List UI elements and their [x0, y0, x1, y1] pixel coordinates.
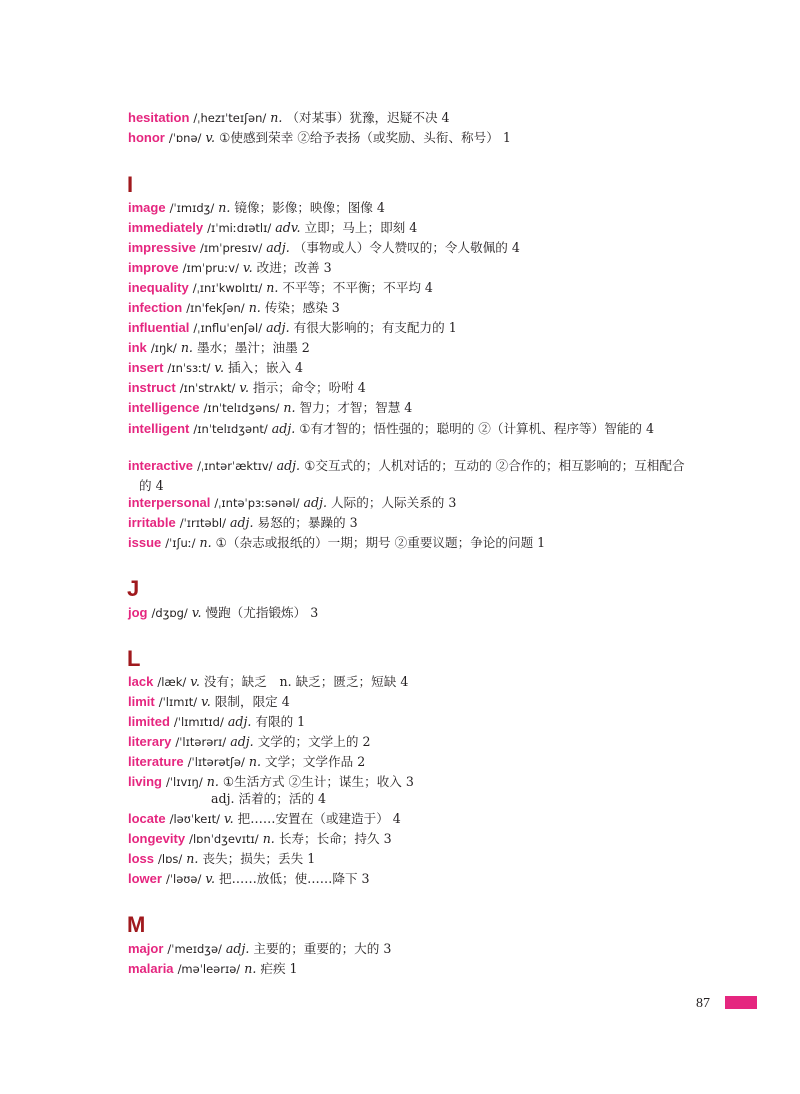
part-of-speech: n. — [266, 280, 279, 295]
definition: 有很大影响的；有支配力的 1 — [293, 320, 457, 335]
phonetic: /ˌɪntərˈæktɪv/ — [197, 459, 273, 473]
entry-instruct — [128, 378, 680, 398]
phonetic: /ˌhezɪˈteɪʃən/ — [193, 111, 267, 125]
headword: inequality — [128, 280, 189, 295]
entry-hesitation — [128, 108, 680, 128]
definition: 改进；改善 3 — [256, 260, 332, 275]
part-of-speech: n. — [180, 340, 193, 355]
headword: influential — [128, 320, 190, 335]
definition: ①使感到荣幸 ②给予表扬（或奖励、头衔、称号） 1 — [219, 130, 511, 145]
entry-major — [128, 939, 680, 959]
part-of-speech: n. — [244, 961, 257, 976]
phonetic: /ˈlɪmɪt/ — [158, 695, 198, 709]
phonetic: /ɪnˈsɜːt/ — [167, 361, 211, 375]
letter-heading-j: J — [127, 576, 140, 601]
headword: limited — [128, 714, 170, 729]
headword: intelligence — [128, 400, 200, 415]
part-of-speech: adj. — [227, 714, 252, 729]
entry-irritable — [128, 513, 680, 533]
letter-heading-m: M — [127, 912, 146, 937]
part-of-speech: n. — [186, 851, 199, 866]
headword: ink — [128, 340, 147, 355]
part-of-speech: adv. — [275, 220, 301, 235]
headword: locate — [128, 811, 166, 826]
definition: 镜像；影像；映像；图像 4 — [234, 200, 385, 215]
definition: ①生活方式 ②生计；谋生；收入 3 — [222, 774, 414, 789]
headword: hesitation — [128, 110, 190, 125]
phonetic: /məˈleərɪə/ — [177, 962, 241, 976]
headword: longevity — [128, 831, 186, 846]
headword: interpersonal — [128, 495, 211, 510]
part-of-speech: n. — [218, 200, 231, 215]
phonetic: /ˈɪrɪtəbl/ — [179, 516, 226, 530]
entry-image — [128, 198, 680, 218]
phonetic: /lɒnˈdʒevɪtɪ/ — [189, 832, 259, 846]
definition: 把……安置在（或建造于） 4 — [237, 811, 401, 826]
entry-literary — [128, 732, 680, 752]
entry-literature — [128, 752, 680, 772]
headword: intelligent — [128, 421, 190, 436]
headword: literary — [128, 734, 172, 749]
entry-insert — [128, 358, 680, 378]
definition: 智力；才智；智慧 4 — [299, 400, 413, 415]
phonetic: /lɒs/ — [158, 852, 183, 866]
phonetic: /ɪnˈtelɪdʒənt/ — [193, 422, 268, 436]
definition: 立即；马上；即刻 4 — [304, 220, 418, 235]
definition: 把……放低；使……降下 3 — [219, 871, 370, 886]
entry-malaria — [128, 959, 680, 979]
entry-interactive — [128, 456, 691, 496]
phonetic: /ɪnˈtelɪdʒəns/ — [203, 401, 280, 415]
letter-heading-i: I — [127, 172, 134, 197]
headword: irritable — [128, 515, 176, 530]
headword: jog — [128, 605, 148, 620]
definition: 文学；文学作品 2 — [265, 754, 366, 769]
part-of-speech: adj. — [225, 941, 250, 956]
phonetic: /ˌɪnɪˈkwɒlɪtɪ/ — [192, 281, 263, 295]
part-of-speech: v. — [224, 811, 234, 826]
headword: insert — [128, 360, 164, 375]
phonetic: /ˈlɪtərətʃə/ — [187, 755, 245, 769]
definition: 插入；嵌入 4 — [228, 360, 304, 375]
part-of-speech: n. — [206, 774, 219, 789]
part-of-speech: adj. — [271, 421, 296, 436]
entry-longevity — [128, 829, 680, 849]
part-of-speech: n. — [270, 110, 283, 125]
phonetic: /læk/ — [157, 675, 187, 689]
phonetic: /ˈmeɪdʒə/ — [167, 942, 222, 956]
phonetic: /ɪmˈpruːv/ — [182, 261, 239, 275]
entry-locate — [128, 809, 680, 829]
definition: 没有；缺乏 n. 缺乏；匮乏；短缺 4 — [203, 674, 409, 689]
headword: limit — [128, 694, 155, 709]
entry-lower — [128, 869, 680, 889]
phonetic: /ˈlɪvɪŋ/ — [165, 775, 203, 789]
definition: 限制，限定 4 — [214, 694, 290, 709]
entry-lack — [128, 672, 680, 692]
headword: major — [128, 941, 164, 956]
headword: malaria — [128, 961, 174, 976]
part-of-speech: n. — [283, 400, 296, 415]
headword: infection — [128, 300, 183, 315]
entry-improve — [128, 258, 680, 278]
part-of-speech: n. — [199, 535, 212, 550]
headword: issue — [128, 535, 162, 550]
headword: lower — [128, 871, 162, 886]
entry-ink — [128, 338, 680, 358]
entry-intelligence — [128, 398, 680, 418]
phonetic: /ˈləʊə/ — [165, 872, 202, 886]
headword: impressive — [128, 240, 196, 255]
part-of-speech: n. — [262, 831, 275, 846]
entry-inequality — [128, 278, 680, 298]
page-number: 87 — [696, 996, 710, 1011]
definition: 有限的 1 — [255, 714, 306, 729]
entry-infection — [128, 298, 680, 318]
headword: honor — [128, 130, 165, 145]
definition: ①交互式的；人机对话的；互动的 ②合作的；相互影响的；互相配合的 4 — [139, 458, 685, 493]
part-of-speech: n. — [248, 754, 262, 769]
headword: interactive — [128, 458, 194, 473]
entry-limited — [128, 712, 680, 732]
part-of-speech: v. — [205, 871, 215, 886]
definition: 疟疾 1 — [260, 961, 298, 976]
headword: improve — [128, 260, 179, 275]
part-of-speech: v. — [205, 130, 216, 145]
phonetic: /ɪmˈpresɪv/ — [199, 241, 263, 255]
headword: lack — [128, 674, 154, 689]
entry-interpersonal — [128, 493, 680, 513]
part-of-speech: v. — [190, 674, 200, 689]
entry-influential — [128, 318, 680, 338]
definition: 墨水；墨汁；油墨 2 — [196, 340, 310, 355]
definition: 人际的；人际关系的 3 — [331, 495, 457, 510]
part-of-speech: adj. — [276, 458, 301, 473]
entry-issue — [128, 533, 680, 553]
part-of-speech: adj. — [230, 734, 254, 749]
part-of-speech: n. — [248, 300, 261, 315]
phonetic: /ˈlɪtərərɪ/ — [175, 735, 227, 749]
entry-intelligent — [128, 419, 691, 439]
phonetic: /dʒɒg/ — [151, 606, 188, 620]
headword: image — [128, 200, 166, 215]
phonetic: /ˈlɪmɪtɪd/ — [173, 715, 224, 729]
entry-honor — [128, 128, 680, 148]
definition: 指示；命令；吩咐 4 — [253, 380, 366, 395]
entry-impressive — [128, 238, 680, 258]
entry-limit — [128, 692, 680, 712]
part-of-speech: adj. — [303, 495, 328, 510]
headword: literature — [128, 754, 184, 769]
part-of-speech: adj. — [266, 240, 290, 255]
phonetic: /ˈɒnə/ — [168, 131, 202, 145]
headword: instruct — [128, 380, 176, 395]
page-number-bar — [725, 996, 757, 1009]
phonetic: /ˈɪʃuː/ — [165, 536, 196, 550]
definition: ①（杂志或报纸的）一期；期号 ②重要议题；争论的问题 1 — [215, 535, 546, 550]
definition: 丧失；损失；丢失 1 — [202, 851, 316, 866]
definition: 传染；感染 3 — [264, 300, 340, 315]
definition: 长寿；长命；持久 3 — [278, 831, 392, 846]
definition: 易怒的；暴躁的 3 — [257, 515, 358, 530]
headword: loss — [128, 851, 155, 866]
part-of-speech: v. — [214, 360, 225, 375]
part-of-speech: v. — [239, 380, 250, 395]
definition: 慢跑（尤指锻炼） 3 — [205, 605, 319, 620]
phonetic: /ləʊˈkeɪt/ — [169, 812, 220, 826]
headword: immediately — [128, 220, 204, 235]
entry-jog — [128, 603, 680, 623]
definition: 主要的；重要的；大的 3 — [253, 941, 392, 956]
phonetic: /ˌɪnfluˈenʃəl/ — [193, 321, 263, 335]
part-of-speech: v. — [243, 260, 253, 275]
part-of-speech: adj. — [266, 320, 290, 335]
part-of-speech: v. — [201, 694, 211, 709]
letter-heading-l: L — [127, 646, 141, 671]
definition: 不平等；不平衡；不平均 4 — [282, 280, 433, 295]
definition: ①有才智的；悟性强的；聪明的 ②（计算机、程序等）智能的 4 — [299, 421, 655, 436]
entry-living-subsense: adj. 活着的；活的 4 — [211, 791, 327, 806]
definition: 文学的；文学上的 2 — [257, 734, 371, 749]
phonetic: /ɪˈmiːdɪətlɪ/ — [207, 221, 272, 235]
phonetic: /ˌɪntəˈpɜːsənəl/ — [214, 496, 300, 510]
phonetic: /ɪnˈfekʃən/ — [186, 301, 245, 315]
part-of-speech: adj. — [229, 515, 254, 530]
definition: （事物或人）令人赞叹的；令人敬佩的 4 — [293, 240, 520, 255]
part-of-speech: v. — [191, 605, 202, 620]
definition: （对某事）犹豫，迟疑不决 4 — [286, 110, 450, 125]
headword: living — [128, 774, 162, 789]
phonetic: /ˈɪmɪdʒ/ — [169, 201, 215, 215]
phonetic: /ɪnˈstrʌkt/ — [179, 381, 236, 395]
phonetic: /ɪŋk/ — [150, 341, 177, 355]
entry-loss — [128, 849, 680, 869]
entry-immediately — [128, 218, 680, 238]
